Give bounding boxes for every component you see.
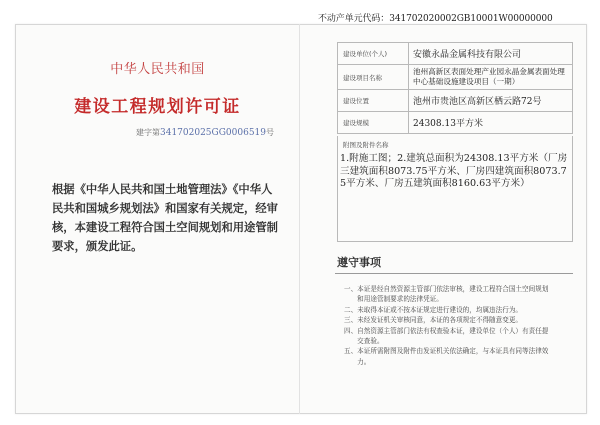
permit-number [136, 127, 274, 138]
notice-item: 二、未取得本证或不按本证规定进行建设的，均属违法行为。 [344, 305, 523, 314]
field-label: 建设项目名称 [338, 65, 409, 90]
notice-item: 一、本证是经自然资源主管部门依法审核，建设工程符合国土空间规划 [344, 285, 549, 293]
notice-item: 交查验。 [344, 337, 384, 346]
notice-item: 力。 [344, 357, 371, 366]
notice-item: 和用途管制要求的法律凭证。 [344, 295, 443, 304]
country-heading: 中华人民共和国 [110, 62, 205, 77]
field-row-location [338, 90, 573, 112]
field-row-scale [338, 112, 573, 134]
field-label: 建设单位(个人) [338, 43, 409, 65]
field-value-scale: 24308.13平方米 [409, 112, 573, 134]
field-label: 建设规模 [338, 112, 409, 134]
legal-basis-text: 根据《中华人民共和国土地管理法》《中华人民共和国城乡规划法》和国家有关规定，经审核，本建设工程符合国土空间规划和用途管制要求，颁发此证。 [52, 183, 278, 253]
page-fold-divider [299, 24, 300, 414]
attachments-text: 1.附施工图；2.建筑总面积为24308.13平方米（厂房三建筑面积8073.75平方米、厂房四建筑面积8073.75平方米、厂房五建筑面积8160.63平方米） [340, 153, 568, 189]
notice-item: 五、本证所需附图及附件由发证机关依法确定，与本证具有同等法律效 [344, 347, 549, 356]
attachments-box [337, 136, 573, 242]
field-value-location: 池州市贵池区高新区栖云路72号 [409, 90, 573, 112]
permit-title: 建设工程规划许可证 [74, 97, 241, 117]
notice-divider [335, 273, 573, 274]
notice-item: 三、未经发证机关审核同意，本证的各项规定不得随意变更。 [344, 316, 523, 325]
field-value-applicant: 安徽永晶金属科技有限公司 [409, 43, 573, 65]
notice-item: 四、自然资源主管部门依法有权查验本证，建设单位（个人）有责任提 [344, 326, 549, 335]
attachments-label: 附图及附件名称 [343, 141, 389, 149]
permit-suffix: 号 [266, 128, 274, 137]
permit-number-value: 341702025GG0006519 [160, 128, 266, 138]
notice-list [344, 284, 576, 367]
property-unit-code: 不动产单元代码：341702020002GB10001W00000000 [318, 14, 553, 24]
notice-heading: 遵守事项 [337, 256, 381, 269]
field-label: 建设位置 [338, 90, 409, 112]
field-row-project-name [338, 65, 573, 90]
project-info-table [337, 42, 573, 134]
field-row-applicant [338, 43, 573, 65]
field-value-project-name: 池州高新区表面处理产业园永晶金属表面处理中心基础设施建设项目（一期） [409, 65, 573, 90]
permit-prefix: 建字第 [136, 128, 160, 137]
